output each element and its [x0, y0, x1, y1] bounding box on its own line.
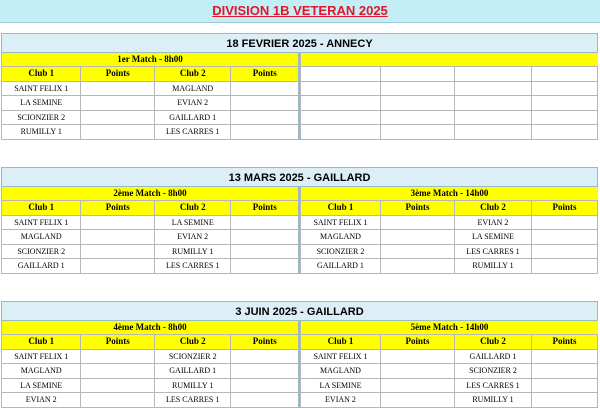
table-row [1, 364, 298, 379]
match-table-3 [300, 187, 598, 274]
empty-match-table [300, 53, 598, 140]
points2-cell[interactable] [230, 245, 298, 260]
points1-cell[interactable] [80, 379, 154, 394]
points1-cell[interactable] [80, 96, 154, 111]
points2-cell[interactable] [230, 216, 298, 231]
col-club1: Club 1 [300, 201, 380, 216]
points1-cell[interactable] [380, 259, 454, 274]
club2-cell: RUMILLY 1 [454, 393, 531, 408]
points2-cell[interactable] [531, 379, 598, 394]
table-row [1, 216, 298, 231]
empty-row [300, 67, 598, 82]
points2-cell[interactable] [230, 96, 298, 111]
match-table-5 [300, 321, 598, 408]
points2-cell[interactable] [531, 230, 598, 245]
match-header: 1er Match - 8h00 [1, 53, 298, 67]
points1-cell[interactable] [80, 82, 154, 97]
club2-cell: EVIAN 2 [154, 230, 230, 245]
points1-cell[interactable] [80, 230, 154, 245]
column-header-row [1, 201, 298, 216]
points2-cell[interactable] [230, 230, 298, 245]
points1-cell[interactable] [80, 350, 154, 365]
club1-cell: GAILLARD 1 [300, 259, 380, 274]
table-row [300, 379, 598, 394]
empty-row [300, 125, 598, 140]
club1-cell: MAGLAND [300, 364, 380, 379]
club1-cell: SCIONZIER 2 [300, 245, 380, 260]
col-points2: Points [230, 201, 298, 216]
points1-cell[interactable] [380, 393, 454, 408]
club1-cell: EVIAN 2 [300, 393, 380, 408]
col-points1: Points [80, 67, 154, 82]
points1-cell[interactable] [80, 393, 154, 408]
col-club1: Club 1 [1, 67, 80, 82]
col-points2: Points [230, 335, 298, 350]
col-club1: Club 1 [1, 335, 80, 350]
table-row [1, 350, 298, 365]
points2-cell[interactable] [230, 364, 298, 379]
col-club2: Club 2 [454, 201, 531, 216]
points1-cell[interactable] [80, 125, 154, 140]
col-points2: Points [230, 67, 298, 82]
points2-cell[interactable] [230, 111, 298, 126]
club1-cell: GAILLARD 1 [1, 259, 80, 274]
points2-cell[interactable] [230, 82, 298, 97]
col-points1: Points [80, 335, 154, 350]
points2-cell[interactable] [230, 379, 298, 394]
table-row [1, 125, 298, 140]
club2-cell: GAILLARD 1 [154, 364, 230, 379]
points2-cell[interactable] [230, 350, 298, 365]
column-header-row [300, 201, 598, 216]
points1-cell[interactable] [80, 364, 154, 379]
points1-cell[interactable] [380, 379, 454, 394]
table-row [1, 379, 298, 394]
table-row [300, 216, 598, 231]
club1-cell: SAINT FELIX 1 [1, 216, 80, 231]
club2-cell: GAILLARD 1 [454, 350, 531, 365]
match-header: 2ème Match - 8h00 [1, 187, 298, 201]
club1-cell: EVIAN 2 [1, 393, 80, 408]
match-table-1 [1, 53, 300, 140]
day-title: 13 MARS 2025 - GAILLARD [1, 167, 598, 187]
club2-cell: GAILLARD 1 [154, 111, 230, 126]
col-club1: Club 1 [1, 201, 80, 216]
points2-cell[interactable] [230, 259, 298, 274]
table-row [300, 393, 598, 408]
club1-cell: LA SEMINE [1, 96, 80, 111]
club2-cell: EVIAN 2 [154, 96, 230, 111]
table-row [1, 245, 298, 260]
points1-cell[interactable] [80, 111, 154, 126]
col-club2: Club 2 [454, 335, 531, 350]
club2-cell: LA SEMINE [454, 230, 531, 245]
club2-cell: SCIONZIER 2 [454, 364, 531, 379]
points2-cell[interactable] [531, 364, 598, 379]
table-row [300, 364, 598, 379]
page-banner [0, 0, 600, 23]
empty-row [300, 111, 598, 126]
points2-cell[interactable] [531, 350, 598, 365]
club2-cell: LES CARRES 1 [454, 379, 531, 394]
club2-cell: RUMILLY 1 [454, 259, 531, 274]
points2-cell[interactable] [230, 125, 298, 140]
points1-cell[interactable] [380, 364, 454, 379]
points1-cell[interactable] [80, 216, 154, 231]
match-header: 3ème Match - 14h00 [300, 187, 598, 201]
club2-cell: LES CARRES 1 [154, 125, 230, 140]
col-points1: Points [380, 335, 454, 350]
table-row [300, 230, 598, 245]
match-table-4 [1, 321, 300, 408]
table-row [1, 96, 298, 111]
points1-cell[interactable] [380, 350, 454, 365]
col-points2: Points [531, 335, 598, 350]
empty-row [300, 82, 598, 97]
club1-cell: SCIONZIER 2 [1, 111, 80, 126]
day-block-2 [1, 167, 598, 274]
page-title: DIVISION 1B VETERAN 2025 [212, 3, 388, 18]
club1-cell: SAINT FELIX 1 [300, 216, 380, 231]
club2-cell: LES CARRES 1 [154, 393, 230, 408]
match-header: 4ème Match - 8h00 [1, 321, 298, 335]
club1-cell: LA SEMINE [300, 379, 380, 394]
match-table-2 [1, 187, 300, 274]
points2-cell[interactable] [531, 245, 598, 260]
col-club1: Club 1 [300, 335, 380, 350]
points1-cell[interactable] [80, 245, 154, 260]
club2-cell: RUMILLY 1 [154, 379, 230, 394]
points2-cell[interactable] [531, 216, 598, 231]
club2-cell: LES CARRES 1 [154, 259, 230, 274]
club1-cell: SAINT FELIX 1 [1, 350, 80, 365]
club1-cell: MAGLAND [1, 364, 80, 379]
club2-cell: MAGLAND [154, 82, 230, 97]
col-club2: Club 2 [154, 201, 230, 216]
points2-cell[interactable] [230, 393, 298, 408]
club2-cell: EVIAN 2 [454, 216, 531, 231]
table-row [1, 393, 298, 408]
col-club2: Club 2 [154, 67, 230, 82]
table-row [300, 259, 598, 274]
match-header: 5ème Match - 14h00 [300, 321, 598, 335]
points1-cell[interactable] [380, 230, 454, 245]
club1-cell: MAGLAND [1, 230, 80, 245]
club1-cell: RUMILLY 1 [1, 125, 80, 140]
day-block-1 [1, 33, 598, 140]
points2-cell[interactable] [531, 393, 598, 408]
club1-cell: SAINT FELIX 1 [300, 350, 380, 365]
table-row [1, 230, 298, 245]
points1-cell[interactable] [80, 259, 154, 274]
empty-row [300, 96, 598, 111]
col-club2: Club 2 [154, 335, 230, 350]
club1-cell: MAGLAND [300, 230, 380, 245]
club1-cell: LA SEMINE [1, 379, 80, 394]
table-row [1, 259, 298, 274]
empty-match-header [300, 53, 598, 67]
col-points1: Points [80, 201, 154, 216]
column-header-row [1, 335, 298, 350]
table-row [300, 350, 598, 365]
club2-cell: LES CARRES 1 [454, 245, 531, 260]
club2-cell: LA SEMINE [154, 216, 230, 231]
col-points2: Points [531, 201, 598, 216]
table-row [1, 111, 298, 126]
day-title: 3 JUIN 2025 - GAILLARD [1, 301, 598, 321]
column-header-row [300, 335, 598, 350]
points1-cell[interactable] [380, 216, 454, 231]
table-row [1, 82, 298, 97]
col-points1: Points [380, 201, 454, 216]
table-row [300, 245, 598, 260]
points2-cell[interactable] [531, 259, 598, 274]
club1-cell: SAINT FELIX 1 [1, 82, 80, 97]
column-header-row [1, 67, 298, 82]
club1-cell: SCIONZIER 2 [1, 245, 80, 260]
day-title: 18 FEVRIER 2025 - ANNECY [1, 33, 598, 53]
club2-cell: RUMILLY 1 [154, 245, 230, 260]
club2-cell: SCIONZIER 2 [154, 350, 230, 365]
points1-cell[interactable] [380, 245, 454, 260]
day-block-3 [1, 301, 598, 408]
